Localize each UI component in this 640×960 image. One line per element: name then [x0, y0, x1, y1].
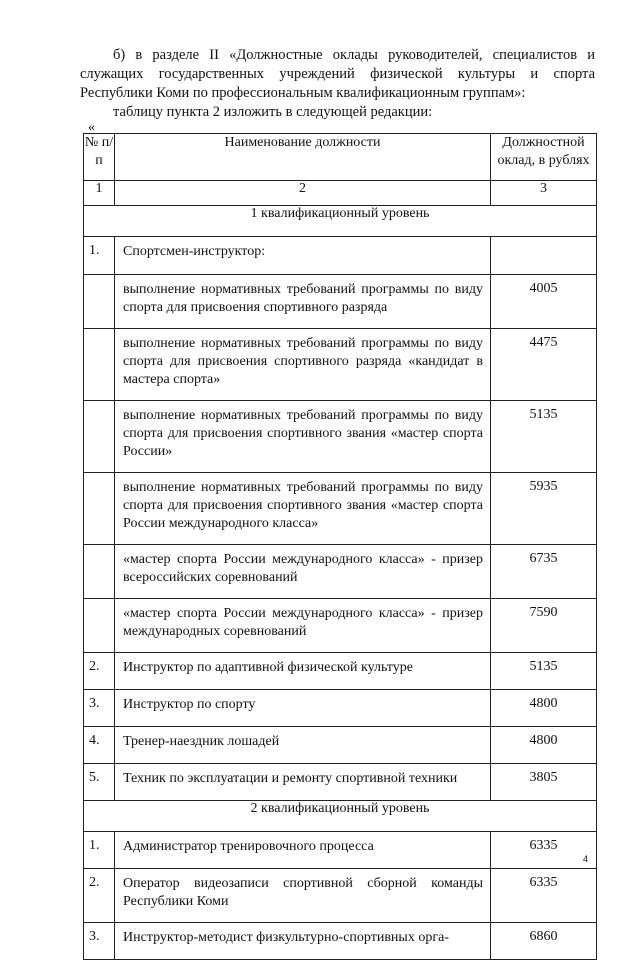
row-number — [84, 275, 115, 329]
table-row — [84, 923, 597, 960]
salary-value: 6335 — [491, 869, 597, 923]
salary-value: 4800 — [491, 727, 597, 764]
table-row — [84, 727, 597, 764]
column-number: 1 — [84, 181, 115, 206]
header-number: № п/п — [84, 134, 115, 181]
table-row — [84, 690, 597, 727]
position-name: Инструктор по адаптивной физической культуре — [115, 653, 491, 690]
table-row — [84, 275, 597, 329]
header-salary: Должностной оклад, в рублях — [491, 134, 597, 181]
salary-value: 7590 — [491, 599, 597, 653]
table-row — [84, 869, 597, 923]
position-name: Техник по эксплуатации и ремонту спортивной техники — [115, 764, 491, 801]
position-name: «мастер спорта России международного класса» - призер всероссийских соревнований — [115, 545, 491, 599]
salary-value: 4800 — [491, 690, 597, 727]
position-name: Инструктор-методист физкультурно-спортивных орга- — [115, 923, 491, 960]
level-1-heading: 1 квалификационный уровень — [84, 206, 597, 237]
salary-value — [491, 237, 597, 275]
row-number: 4. — [84, 727, 115, 764]
row-number: 3. — [84, 923, 115, 960]
salary-value: 6735 — [491, 545, 597, 599]
table-header-row — [84, 134, 597, 181]
table-row — [84, 329, 597, 401]
row-number: 1. — [84, 832, 115, 869]
position-name: выполнение нормативных требований программы по виду спорта для присвоения спортивного звания «мастер спорта России» — [115, 401, 491, 473]
table-row — [84, 764, 597, 801]
salary-value: 4005 — [491, 275, 597, 329]
column-number: 2 — [115, 181, 491, 206]
row-number — [84, 545, 115, 599]
position-name: «мастер спорта России международного класса» - призер международных соревнований — [115, 599, 491, 653]
position-name: Инструктор по спорту — [115, 690, 491, 727]
table-row — [84, 832, 597, 869]
row-number: 2. — [84, 653, 115, 690]
position-name: Администратор тренировочного процесса — [115, 832, 491, 869]
intro-paragraph-2: таблицу пункта 2 изложить в следующей редакции: — [113, 104, 433, 120]
level-heading-row — [84, 206, 597, 237]
row-number: 1. — [84, 237, 115, 275]
column-number-row — [84, 181, 597, 206]
intro-paragraph-1: б) в разделе II «Должностные оклады руководителей, специалистов и служащих государственных учреждений физической культуры и спорта Республики Коми по профессиональным квалификационным группам»: — [80, 47, 595, 101]
row-number — [84, 401, 115, 473]
row-number: 2. — [84, 869, 115, 923]
level-2-heading: 2 квалификационный уровень — [84, 801, 597, 832]
intro-text — [80, 46, 595, 122]
position-name: выполнение нормативных требований программы по виду спорта для присвоения спортивного звания «мастер спорта России международного класса» — [115, 473, 491, 545]
row-number — [84, 473, 115, 545]
opening-quote: « — [88, 120, 95, 135]
table-row — [84, 653, 597, 690]
table-row — [84, 401, 597, 473]
header-position: Наименование должности — [115, 134, 491, 181]
position-name: выполнение нормативных требований программы по виду спорта для присвоения спортивного разряда — [115, 275, 491, 329]
salary-value: 5135 — [491, 401, 597, 473]
position-name: Тренер-наездник лошадей — [115, 727, 491, 764]
table-row — [84, 237, 597, 275]
table-row — [84, 599, 597, 653]
row-number: 5. — [84, 764, 115, 801]
salary-value: 5935 — [491, 473, 597, 545]
salary-value: 5135 — [491, 653, 597, 690]
row-number — [84, 329, 115, 401]
table-row — [84, 545, 597, 599]
position-name: выполнение нормативных требований программы по виду спорта для присвоения спортивного разряда «кандидат в мастера спорта» — [115, 329, 491, 401]
column-number: 3 — [491, 181, 597, 206]
position-name: Оператор видеозаписи спортивной сборной команды Республики Коми — [115, 869, 491, 923]
salary-value: 6860 — [491, 923, 597, 960]
salary-value: 4475 — [491, 329, 597, 401]
page-number: 4 — [583, 854, 589, 864]
level-heading-row — [84, 801, 597, 832]
row-number: 3. — [84, 690, 115, 727]
table-row — [84, 473, 597, 545]
position-name: Спортсмен-инструктор: — [115, 237, 491, 275]
salary-table — [83, 133, 597, 960]
salary-value: 3805 — [491, 764, 597, 801]
salary-value: 6335 — [491, 832, 597, 869]
row-number — [84, 599, 115, 653]
